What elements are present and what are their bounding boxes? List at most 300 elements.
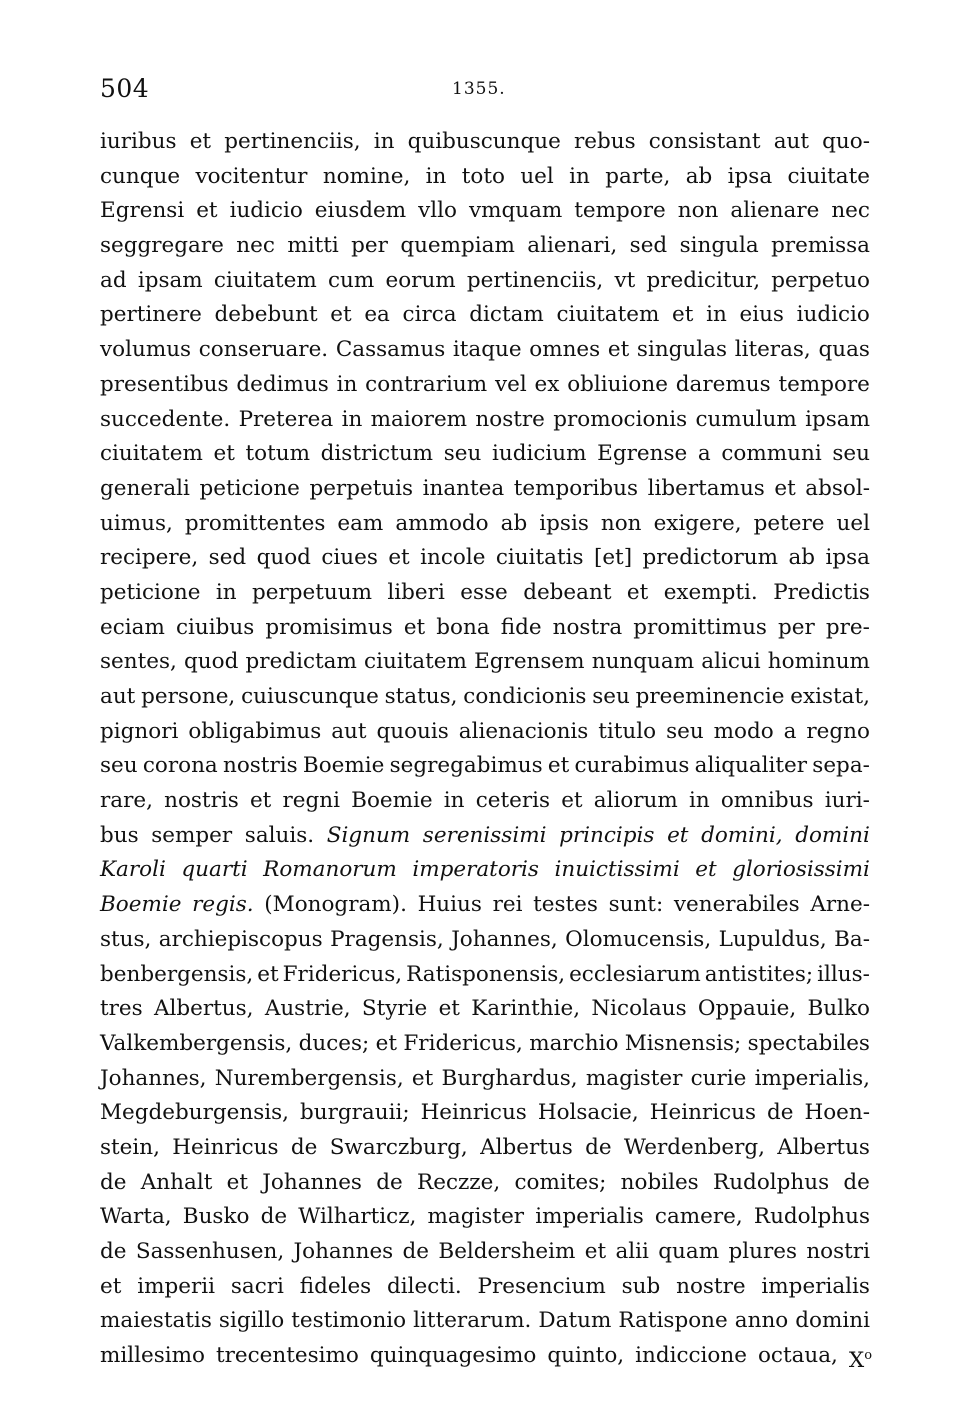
word: bona (436, 614, 490, 640)
word: vllo (418, 198, 457, 224)
word: peticione (199, 475, 300, 501)
word: aut (331, 718, 367, 744)
word: vt (614, 267, 636, 293)
text-line (100, 1270, 870, 1305)
word: circa (402, 302, 457, 328)
word: ciuitatis (495, 545, 584, 571)
text-line (100, 749, 870, 784)
word: alicui (701, 649, 761, 675)
word: Megdeburgensis, (100, 1100, 289, 1126)
word: ciuitatem (100, 441, 203, 467)
word: promittentes (184, 510, 326, 536)
word: predictorum (642, 545, 779, 571)
word: domini, (701, 822, 783, 848)
word: titulo (598, 718, 657, 744)
word: promittimus (633, 614, 767, 640)
word: in (425, 163, 447, 189)
word: ciuitatem (364, 649, 467, 675)
word: Cassamus (335, 337, 446, 363)
word: Ba- (834, 926, 870, 952)
word: et (249, 788, 272, 814)
word: dedimus (236, 371, 329, 397)
word: in (373, 129, 395, 154)
text-line (100, 403, 870, 438)
word: quouis (376, 718, 449, 744)
text-line (100, 1062, 870, 1097)
word: status, (384, 684, 458, 709)
word: benbergensis, (100, 961, 254, 987)
word: Sassenhusen, (135, 1239, 285, 1264)
word: a (783, 718, 797, 744)
word: magister (585, 1065, 683, 1091)
word: X (848, 1348, 865, 1374)
word: Johannes, (451, 926, 558, 952)
text-line (100, 472, 870, 507)
word: debeant (523, 579, 612, 605)
word: de (100, 1169, 127, 1195)
word: stein, (100, 1134, 160, 1160)
text-line (100, 958, 870, 993)
text-line (100, 992, 870, 1027)
word: omnes (529, 337, 601, 363)
word: duces; (298, 1030, 370, 1056)
word: predictam (245, 649, 357, 675)
word: cuiuscunque (241, 684, 379, 709)
word: ab (500, 510, 528, 536)
word: serenissimi (422, 822, 547, 848)
word: de (585, 1134, 612, 1160)
word: condicionis (463, 684, 587, 709)
word: domini (795, 1308, 870, 1334)
word: Albertus (777, 1134, 870, 1160)
word: plures (728, 1239, 797, 1264)
word: Nurembergensis, (214, 1065, 404, 1091)
word: Preterea (238, 406, 334, 432)
word: Rudolphus (753, 1204, 870, 1230)
word: Egrensem (474, 649, 585, 675)
word: seu (592, 684, 630, 709)
word: et (667, 822, 689, 848)
word: Styrie (361, 996, 428, 1022)
word: maiestatis (100, 1308, 212, 1334)
word: nostris (222, 753, 298, 779)
word: nostra (552, 614, 623, 640)
word: gloriosissimi (732, 857, 870, 883)
text-line (100, 1339, 873, 1374)
word: districtum (320, 441, 434, 467)
word: Boemie (100, 892, 182, 918)
word: de (843, 1169, 870, 1195)
word: Johannes (262, 1169, 362, 1195)
word: Karinthie, (471, 996, 581, 1022)
word: aut (100, 684, 136, 709)
word: eam (337, 510, 384, 536)
word: [et] (593, 545, 633, 571)
word: seggregare (100, 233, 224, 259)
word: (Monogram). (264, 892, 407, 918)
word: fide (500, 614, 542, 640)
word: quod (256, 545, 311, 571)
text-line (100, 1027, 870, 1062)
word: saluis. (244, 822, 315, 848)
text-line (100, 853, 870, 888)
word: obliuione (567, 371, 668, 397)
page-number: 504 (100, 74, 150, 103)
word: iudicio (229, 198, 303, 224)
word: Reczze, (417, 1169, 501, 1195)
word: regni (282, 788, 340, 814)
text-line (100, 923, 870, 958)
word: Albertus (480, 1134, 573, 1160)
word: inantea (422, 475, 505, 501)
word: Johannes (293, 1239, 394, 1264)
text-line (100, 160, 870, 195)
word: et (547, 753, 570, 779)
word: nobiles (620, 1169, 699, 1195)
word: eiusdem (314, 198, 407, 224)
word: uel (520, 163, 554, 189)
word: Heinricus (420, 1100, 527, 1126)
word: consistant (648, 129, 761, 154)
word: illus- (817, 961, 870, 987)
word: promisimus (265, 614, 393, 640)
word: existat, (790, 684, 870, 709)
word: sentes, (100, 649, 177, 675)
word: in (688, 788, 710, 814)
word: et (672, 302, 694, 328)
word: ab (788, 545, 816, 571)
word: Boemie (351, 788, 433, 814)
text-line (100, 1166, 870, 1201)
word: aliqualiter (694, 753, 808, 779)
word: Signum (326, 822, 411, 848)
word: de (402, 1239, 430, 1264)
word: temporibus (513, 475, 639, 501)
word: eciam (100, 614, 165, 640)
word: promocionis (553, 406, 688, 432)
word: Rudolphus (713, 1169, 830, 1195)
word: et (774, 475, 796, 501)
word: in (215, 579, 237, 605)
word: antistites; (704, 961, 814, 987)
word: presentibus (100, 371, 229, 397)
text-line (100, 541, 870, 576)
text-line (100, 507, 870, 542)
word: rare, (100, 788, 153, 814)
word: domini (795, 822, 870, 848)
word: Datum (538, 1308, 612, 1334)
word: mitti (287, 233, 339, 259)
word: cumulum (695, 406, 797, 432)
word: et (213, 441, 235, 467)
word: communi (721, 441, 822, 467)
word: imperialis (535, 1204, 644, 1230)
word: nec (831, 198, 870, 224)
text-line (100, 645, 870, 680)
word: petere (753, 510, 825, 536)
word: Arne- (810, 892, 870, 918)
word: et (100, 1273, 122, 1299)
word: Heinricus (172, 1134, 279, 1160)
word: Nicolaus (591, 996, 687, 1022)
word: de (100, 1239, 127, 1264)
word: ammodo (395, 510, 489, 536)
word: vmquam (468, 198, 563, 224)
word: perpetuum (252, 579, 372, 605)
text-line (100, 1096, 870, 1131)
word: a (697, 441, 711, 467)
word: et (226, 1169, 248, 1195)
word: Anhalt (140, 1169, 213, 1195)
word: et (411, 1065, 434, 1091)
word: octaua, (757, 1343, 838, 1369)
word: Huius (417, 892, 482, 918)
word: quarti (181, 857, 248, 883)
word: ciuitatem (213, 267, 317, 293)
word: obligabimus (188, 718, 322, 744)
word: et (438, 996, 460, 1022)
word: Lupuldus, (718, 926, 827, 952)
word: nomine, (322, 163, 411, 189)
word: ipsis (539, 510, 589, 536)
word: ipsam (137, 267, 203, 293)
word: Romanorum (263, 857, 397, 883)
text-line (100, 333, 870, 368)
word: tres (100, 996, 143, 1022)
text-line (100, 437, 870, 472)
word: bus (100, 822, 139, 848)
word: debebunt (214, 302, 318, 328)
text-line (100, 1304, 870, 1339)
word: fideles (299, 1273, 372, 1299)
word: quibuscunque (407, 129, 561, 154)
word: de (290, 1134, 318, 1160)
word: principis (559, 822, 655, 848)
word: et (196, 198, 218, 224)
word: Valkembergensis, (100, 1030, 293, 1056)
word: Predictis (773, 579, 870, 605)
word: singula (679, 233, 759, 259)
word: ad (100, 267, 127, 293)
word: daremus (675, 371, 771, 397)
word: literas, (734, 337, 811, 363)
word: Pragensis, (330, 926, 444, 952)
word: litterarum. (413, 1308, 532, 1334)
word: alii (615, 1239, 649, 1264)
word: testes (533, 892, 598, 918)
word: non (600, 510, 642, 536)
word: Busko (182, 1204, 250, 1230)
word: nunquam (591, 649, 695, 675)
word: rebus (573, 129, 636, 154)
word-with-superscript (849, 1339, 872, 1374)
word: sunt: (608, 892, 664, 918)
body-text (100, 125, 873, 1374)
word: recipere, (100, 545, 199, 571)
word: quinquagesimo (369, 1343, 537, 1369)
word: singulas (636, 337, 728, 363)
word: et (375, 1030, 398, 1056)
word: semper (151, 822, 233, 848)
word: iuri- (824, 788, 870, 814)
word: Karoli (100, 857, 166, 883)
word: absol- (805, 475, 870, 501)
word: per (351, 233, 388, 259)
word: alienare (730, 198, 820, 224)
word: itaque (452, 337, 522, 363)
text-line (100, 1235, 870, 1270)
word: contrarium (365, 371, 488, 397)
word: totum (245, 441, 311, 467)
word: cunque (100, 163, 181, 189)
word: et (584, 1239, 607, 1264)
word: regno (806, 718, 870, 744)
word: et (695, 857, 717, 883)
word: ciues (321, 545, 378, 571)
running-head-year: 1355. (452, 79, 506, 99)
word: perpetuis (309, 475, 414, 501)
word: anno (734, 1308, 789, 1334)
word: Bulko (807, 996, 870, 1022)
word: Wilharticz, (298, 1204, 417, 1230)
word: et (607, 337, 630, 363)
word: quod (184, 649, 239, 675)
word: o (864, 1348, 873, 1364)
word: de (260, 1204, 288, 1230)
word: uel (836, 510, 870, 536)
word: iudicium (491, 441, 587, 467)
word: nec (236, 233, 275, 259)
word: Hoen- (804, 1100, 870, 1126)
word: esse (460, 579, 508, 605)
word: ciuibus (175, 614, 255, 640)
word: regis. (192, 892, 254, 918)
word: imperialis (761, 1273, 870, 1299)
word: ea (364, 302, 390, 328)
word: sed (629, 233, 668, 259)
word: Presencium (477, 1273, 606, 1299)
word: in (341, 406, 363, 432)
word: spectabiles (747, 1030, 870, 1056)
word: premissa (771, 233, 870, 259)
word: dictam (469, 302, 544, 328)
word: comites; (514, 1169, 607, 1195)
word: nostris (164, 788, 239, 814)
word: de (376, 1169, 403, 1195)
word: quas (818, 337, 870, 363)
word: Werdenberg, (623, 1134, 765, 1160)
word: sigillo (218, 1308, 285, 1334)
word: nostre (475, 406, 545, 432)
word: alienari, (527, 233, 618, 259)
word: testimonio (291, 1308, 407, 1334)
word: burgrauii; (299, 1100, 410, 1126)
word: Warta, (100, 1204, 172, 1230)
word: ecclesiarum (569, 961, 701, 987)
word: Beldersheim (438, 1239, 576, 1264)
text-line (100, 298, 870, 333)
word: predicitur, (646, 267, 761, 293)
word: conseruare. (198, 337, 329, 363)
word: Holsacie, (537, 1100, 639, 1126)
word: iudicio (796, 302, 870, 328)
text-line (100, 264, 870, 299)
word: Swarczburg, (329, 1134, 468, 1160)
word: Fridericus, (403, 1030, 523, 1056)
word: imperii (137, 1273, 215, 1299)
word: pignori (100, 718, 179, 744)
word: curie (690, 1065, 747, 1091)
word: pre- (825, 614, 870, 640)
word: quo- (822, 129, 870, 154)
word: magister (427, 1204, 525, 1230)
word: Johannes, (100, 1065, 207, 1091)
word: generali (100, 475, 190, 501)
word: modo (713, 718, 774, 744)
text-line (100, 715, 870, 750)
word: et (403, 614, 426, 640)
word: aliorum (593, 788, 678, 814)
text-line (100, 229, 870, 264)
word: nostri (806, 1239, 870, 1264)
word: et (330, 302, 352, 328)
text-line (100, 1131, 870, 1166)
text-line (100, 576, 870, 611)
text-line (100, 784, 870, 819)
word: Burghardus, (441, 1065, 578, 1091)
word: ipsa (727, 163, 773, 189)
word: eorum (385, 267, 456, 293)
word: quinto, (547, 1343, 625, 1369)
word: ceteris (475, 788, 551, 814)
word: vocitentur (195, 163, 308, 189)
word: archiepiscopus (158, 926, 323, 952)
word: millesimo (100, 1343, 205, 1369)
word: toto (461, 163, 505, 189)
word: vel (494, 371, 527, 397)
word: alienacionis (458, 718, 589, 744)
word: preeminencie (635, 684, 785, 709)
word: rei (492, 892, 523, 918)
word: Egrense (597, 441, 688, 467)
word: ab (685, 163, 713, 189)
word: iuribus (100, 129, 177, 154)
text-line (100, 194, 870, 229)
word: et (626, 579, 649, 605)
word: marchio (529, 1030, 619, 1056)
word: sepa- (812, 753, 870, 779)
word: peticione (100, 579, 201, 605)
word: libertamus (647, 475, 765, 501)
word: non (677, 198, 719, 224)
word: perpetuo (771, 267, 870, 293)
word: pertinere (100, 302, 202, 328)
word: venerabiles (673, 892, 800, 918)
word: curabimus (574, 753, 690, 779)
word: per (778, 614, 815, 640)
word: hominum (767, 649, 870, 675)
word: Heinricus (649, 1100, 756, 1126)
word: stus, (100, 926, 152, 952)
word: seu (100, 753, 138, 779)
text-line (100, 368, 870, 403)
word: ciuitatem (556, 302, 660, 328)
word: imperatoris (412, 857, 539, 883)
word: Misnensis; (624, 1030, 742, 1056)
word: in (336, 371, 358, 397)
text-line (100, 819, 870, 854)
word: tempore (574, 198, 666, 224)
